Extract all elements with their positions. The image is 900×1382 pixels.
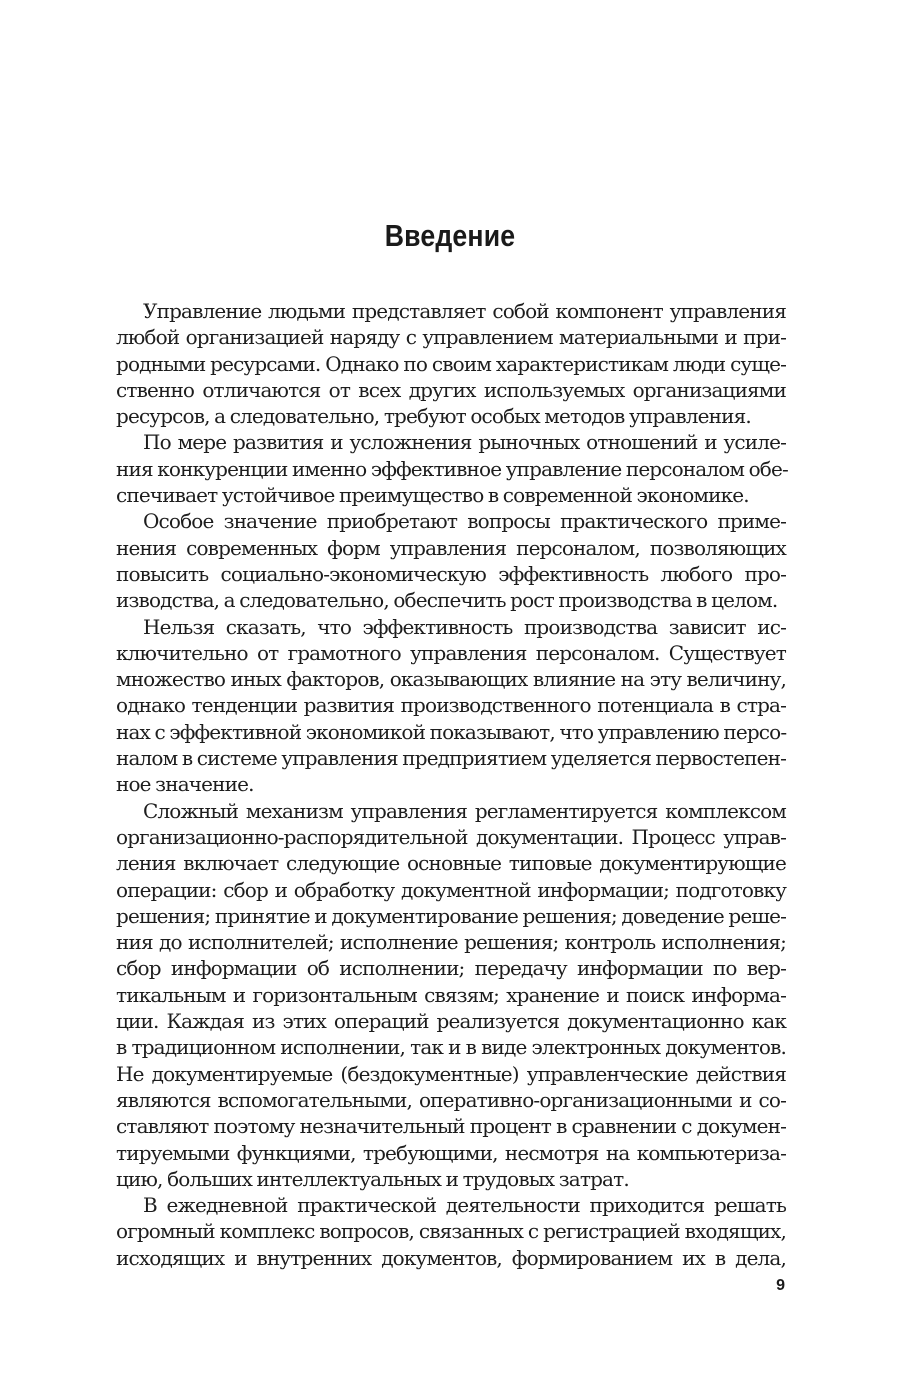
text-line: тируемыми функциями, требующими, несмотря на компьютеризa- (116, 1140, 786, 1165)
text-line: множество иных факторов, оказывающих влияние на эту величину, (116, 667, 786, 692)
chapter-title: Введение (384, 218, 516, 253)
text-line: ставляют поэтому незначительный процент в сравнении с докумен- (116, 1114, 786, 1139)
text-line: ресурсов, а следовательно, требуют особых методов управления. (116, 404, 751, 429)
text-line: цию, больших интеллектуальных и трудовых затрат. (116, 1166, 629, 1191)
text-line: являются вспомогательными, оперативно-организационными и со- (116, 1087, 786, 1112)
text-line: Не документируемые (бездокументные) управленческие действия (116, 1061, 786, 1086)
text-line: В ежедневной практической деятельности приходится решать (143, 1193, 786, 1218)
text-line: огромный комплекс вопросов, связанных с регистрацией входящих, (116, 1219, 786, 1244)
text-line: Сложный механизм управления регламентируется комплексом (143, 798, 786, 823)
text-line: нения современных форм управления персоналом, позволяющих (116, 535, 786, 560)
text-line: родными ресурсами. Однако по своим характеристикам люди суще- (116, 351, 786, 376)
text-line: налом в системе управления предприятием уделяется первостепен- (116, 746, 786, 771)
text-line: ственно отличаются от всех других используемых организациями (116, 377, 786, 402)
paragraph (116, 798, 786, 1192)
text-line: сбор информации об исполнении; передачу информации по вер- (116, 956, 786, 981)
text-line: ции. Каждая из этих операций реализуется документационно как (116, 1009, 786, 1034)
paragraph (116, 1192, 786, 1271)
text-line: однако тенденции развития производственного потенциала в стра- (116, 693, 786, 718)
body-text (116, 298, 786, 1271)
text-line: тикальным и горизонтальным связям; хранение и поиск информа- (116, 982, 786, 1007)
text-line: исходящих и внутренних документов, формированием их в дела, (116, 1245, 786, 1270)
paragraph (116, 508, 786, 613)
text-line: любой организацией наряду с управлением материальными и при- (116, 325, 786, 350)
text-line: операции: сбор и обработку документной информации; подготовку (116, 877, 786, 902)
text-line: спечивает устойчивое преимущество в современной экономике. (116, 483, 749, 508)
text-line: ния конкуренции именно эффективное управление персоналом обе- (116, 456, 788, 481)
paragraph (116, 298, 786, 429)
text-line: Особое значение приобретают вопросы практического приме- (143, 509, 786, 534)
text-line: ния до исполнителей; исполнение решения; контроль исполнения; (116, 930, 786, 955)
text-line: повысить социально-экономическую эффективность любого про- (116, 561, 786, 586)
text-line: Нельзя сказать, что эффективность производства зависит ис- (143, 614, 786, 639)
text-line: Управление людьми представляет собой компонент управления (143, 299, 786, 323)
text-line: решения; принятие и документирование решения; доведение реше- (116, 903, 786, 928)
paragraph (116, 429, 786, 508)
text-line: ключительно от грамотного управления персоналом. Существует (116, 640, 786, 665)
text-line: нах с эффективной экономикой показывают, что управлению персо- (116, 719, 787, 744)
text-line: организационно-распорядительной документации. Процесс управ- (116, 824, 786, 849)
text-line: По мере развития и усложнения рыночных отношений и усиле- (143, 430, 786, 455)
text-line: ления включает следующие основные типовые документирующие (116, 851, 786, 876)
text-line: изводства, а следовательно, обеспечить рост производства в целом. (116, 588, 778, 613)
text-line: в традиционном исполнении, так и в виде электронных документов. (116, 1035, 786, 1060)
paragraph (116, 614, 786, 798)
text-line: ное значение. (116, 772, 254, 797)
page-number: 9 (776, 1277, 785, 1294)
